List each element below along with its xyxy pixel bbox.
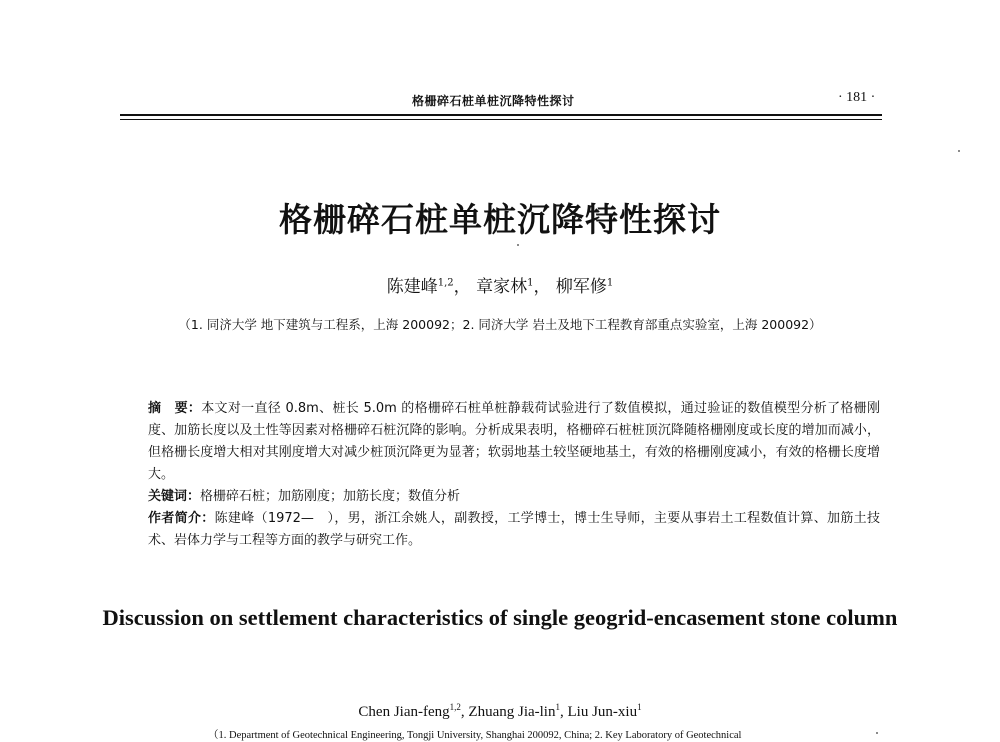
author-sup: 1 [555,702,560,712]
author-sup: 1 [527,277,534,289]
scan-speck [958,150,960,152]
affiliation-chinese: （1. 同济大学 地下建筑与工程系，上海 200092；2. 同济大学 岩土及地下工程教育部重点实验室，上海 200092） [178,317,822,332]
author-sup: 1 [606,277,614,289]
keywords-text: 格栅碎石桩；加筋刚度；加筋长度；数值分析 [200,489,461,504]
author-en: Zhuang Jia-lin [468,704,556,720]
author-separator: ， [533,277,551,297]
author-en: Liu Jun-xiu [567,704,638,720]
bio-text: 陈建峰（1972— ），男，浙江余姚人，副教授，工学博士，博士生导师，主要从事岩土工程数值计算、加筋土技术、岩体力学与工程等方面的教学与研究工作。 [148,511,880,548]
page-number: · 181 · [838,90,876,105]
header-rule-thin [120,119,882,120]
author-sup: 1 [637,702,642,712]
author-cn: 柳军修 [555,277,607,297]
abstract-text: 本文对一直径 0.8m、桩长 5.0m 的格栅碎石桩单桩静载荷试验进行了数值模拟，通过验证的数值模型分析了格栅刚度、加筋长度以及土性等因素对格栅碎石桩沉降的影响。分析成果表明，格栅碎石桩桩顶沉降随格栅刚度或长度的增加而减小，但格栅长度增大相对其刚度增大对减少桩顶沉降更为显著；软弱地基土较坚硬地基土，有效的格栅刚度减小，有效的格栅长度增大。 [148,401,880,482]
author-cn: 章家林 [476,277,528,297]
abstract-section [148,398,880,552]
scan-speck [876,732,878,734]
affiliation-english: （1. Department of Geotechnical Engineering, Tongji University, Shanghai 200092, China; 2. Key Laboratory of Geotechnical [208,730,742,741]
header-rule-thick [120,114,882,116]
scan-speck [517,244,519,246]
running-header-title: 格栅碎石桩单桩沉降特性探讨 [412,94,575,108]
authors-english [0,702,1000,721]
author-separator: ， [453,277,471,297]
abstract-paragraph [148,398,880,486]
authors-chinese [0,272,1000,297]
author-sup: 1,2 [437,277,454,289]
abstract-label: 摘 要： [148,401,202,416]
bio-paragraph [148,508,880,552]
author-cn: 陈建峰 [386,277,438,297]
title-english: Discussion on settlement characteristics of single geogrid-encasement stone column [102,605,898,630]
bio-label: 作者简介： [148,511,215,526]
author-separator: , [559,704,564,720]
keywords-paragraph [148,486,880,508]
title-chinese: 格栅碎石桩单桩沉降特性探讨 [279,200,721,239]
author-separator: , [460,704,465,720]
keywords-label: 关键词： [148,489,201,504]
author-en: Chen Jian-feng [358,704,450,720]
author-sup: 1,2 [449,702,461,712]
